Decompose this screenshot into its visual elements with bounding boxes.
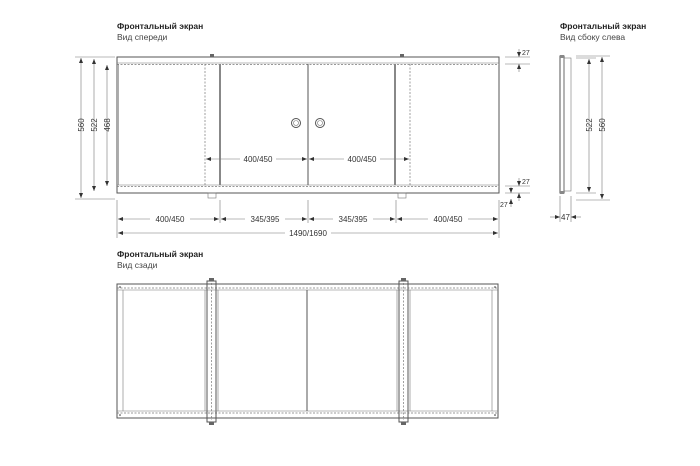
door-right-edge [394, 64, 396, 185]
dim-foot: 27 [500, 202, 508, 209]
door-knob-left [292, 119, 301, 128]
side-view-title: Фронтальный экран [560, 21, 647, 31]
foot-icon [208, 193, 216, 198]
side-dim-height-total: 560 [598, 118, 607, 132]
side-dim-depth: 47 [561, 213, 570, 222]
front-view-title: Фронтальный экран [117, 21, 204, 31]
dim-rail-top: 27 [522, 50, 530, 57]
side-dim-height-inner: 522 [585, 118, 594, 132]
side-view-subtitle: Вид сбоку слева [560, 32, 626, 42]
top-clip-icon [400, 54, 404, 57]
dim-rail-bottom: 27 [522, 179, 530, 186]
front-view-subtitle: Вид спереди [117, 32, 168, 42]
dim-bottom-left: 400/450 [155, 215, 185, 224]
top-clip-icon [210, 54, 214, 57]
dim-bottom-mid-left: 345/395 [250, 215, 280, 224]
side-view [550, 21, 646, 222]
side-frame [560, 56, 564, 193]
dim-height-total: 560 [77, 118, 86, 132]
side-panel [564, 58, 571, 191]
dim-bottom-mid-right: 345/395 [338, 215, 368, 224]
dim-door-right: 400/450 [347, 155, 377, 164]
door-left-edge [219, 64, 221, 185]
dim-total-width: 1490/1690 [289, 229, 327, 238]
back-view [117, 249, 498, 425]
dim-door-left: 400/450 [243, 155, 273, 164]
foot-icon [398, 193, 406, 198]
back-view-title: Фронтальный экран [117, 249, 204, 259]
back-view-subtitle: Вид сзади [117, 260, 158, 270]
door-knob-right [316, 119, 325, 128]
dim-bottom-right: 400/450 [433, 215, 463, 224]
dim-height-inner: 522 [90, 118, 99, 132]
front-view [75, 21, 530, 238]
dim-height-panel: 468 [103, 118, 112, 132]
